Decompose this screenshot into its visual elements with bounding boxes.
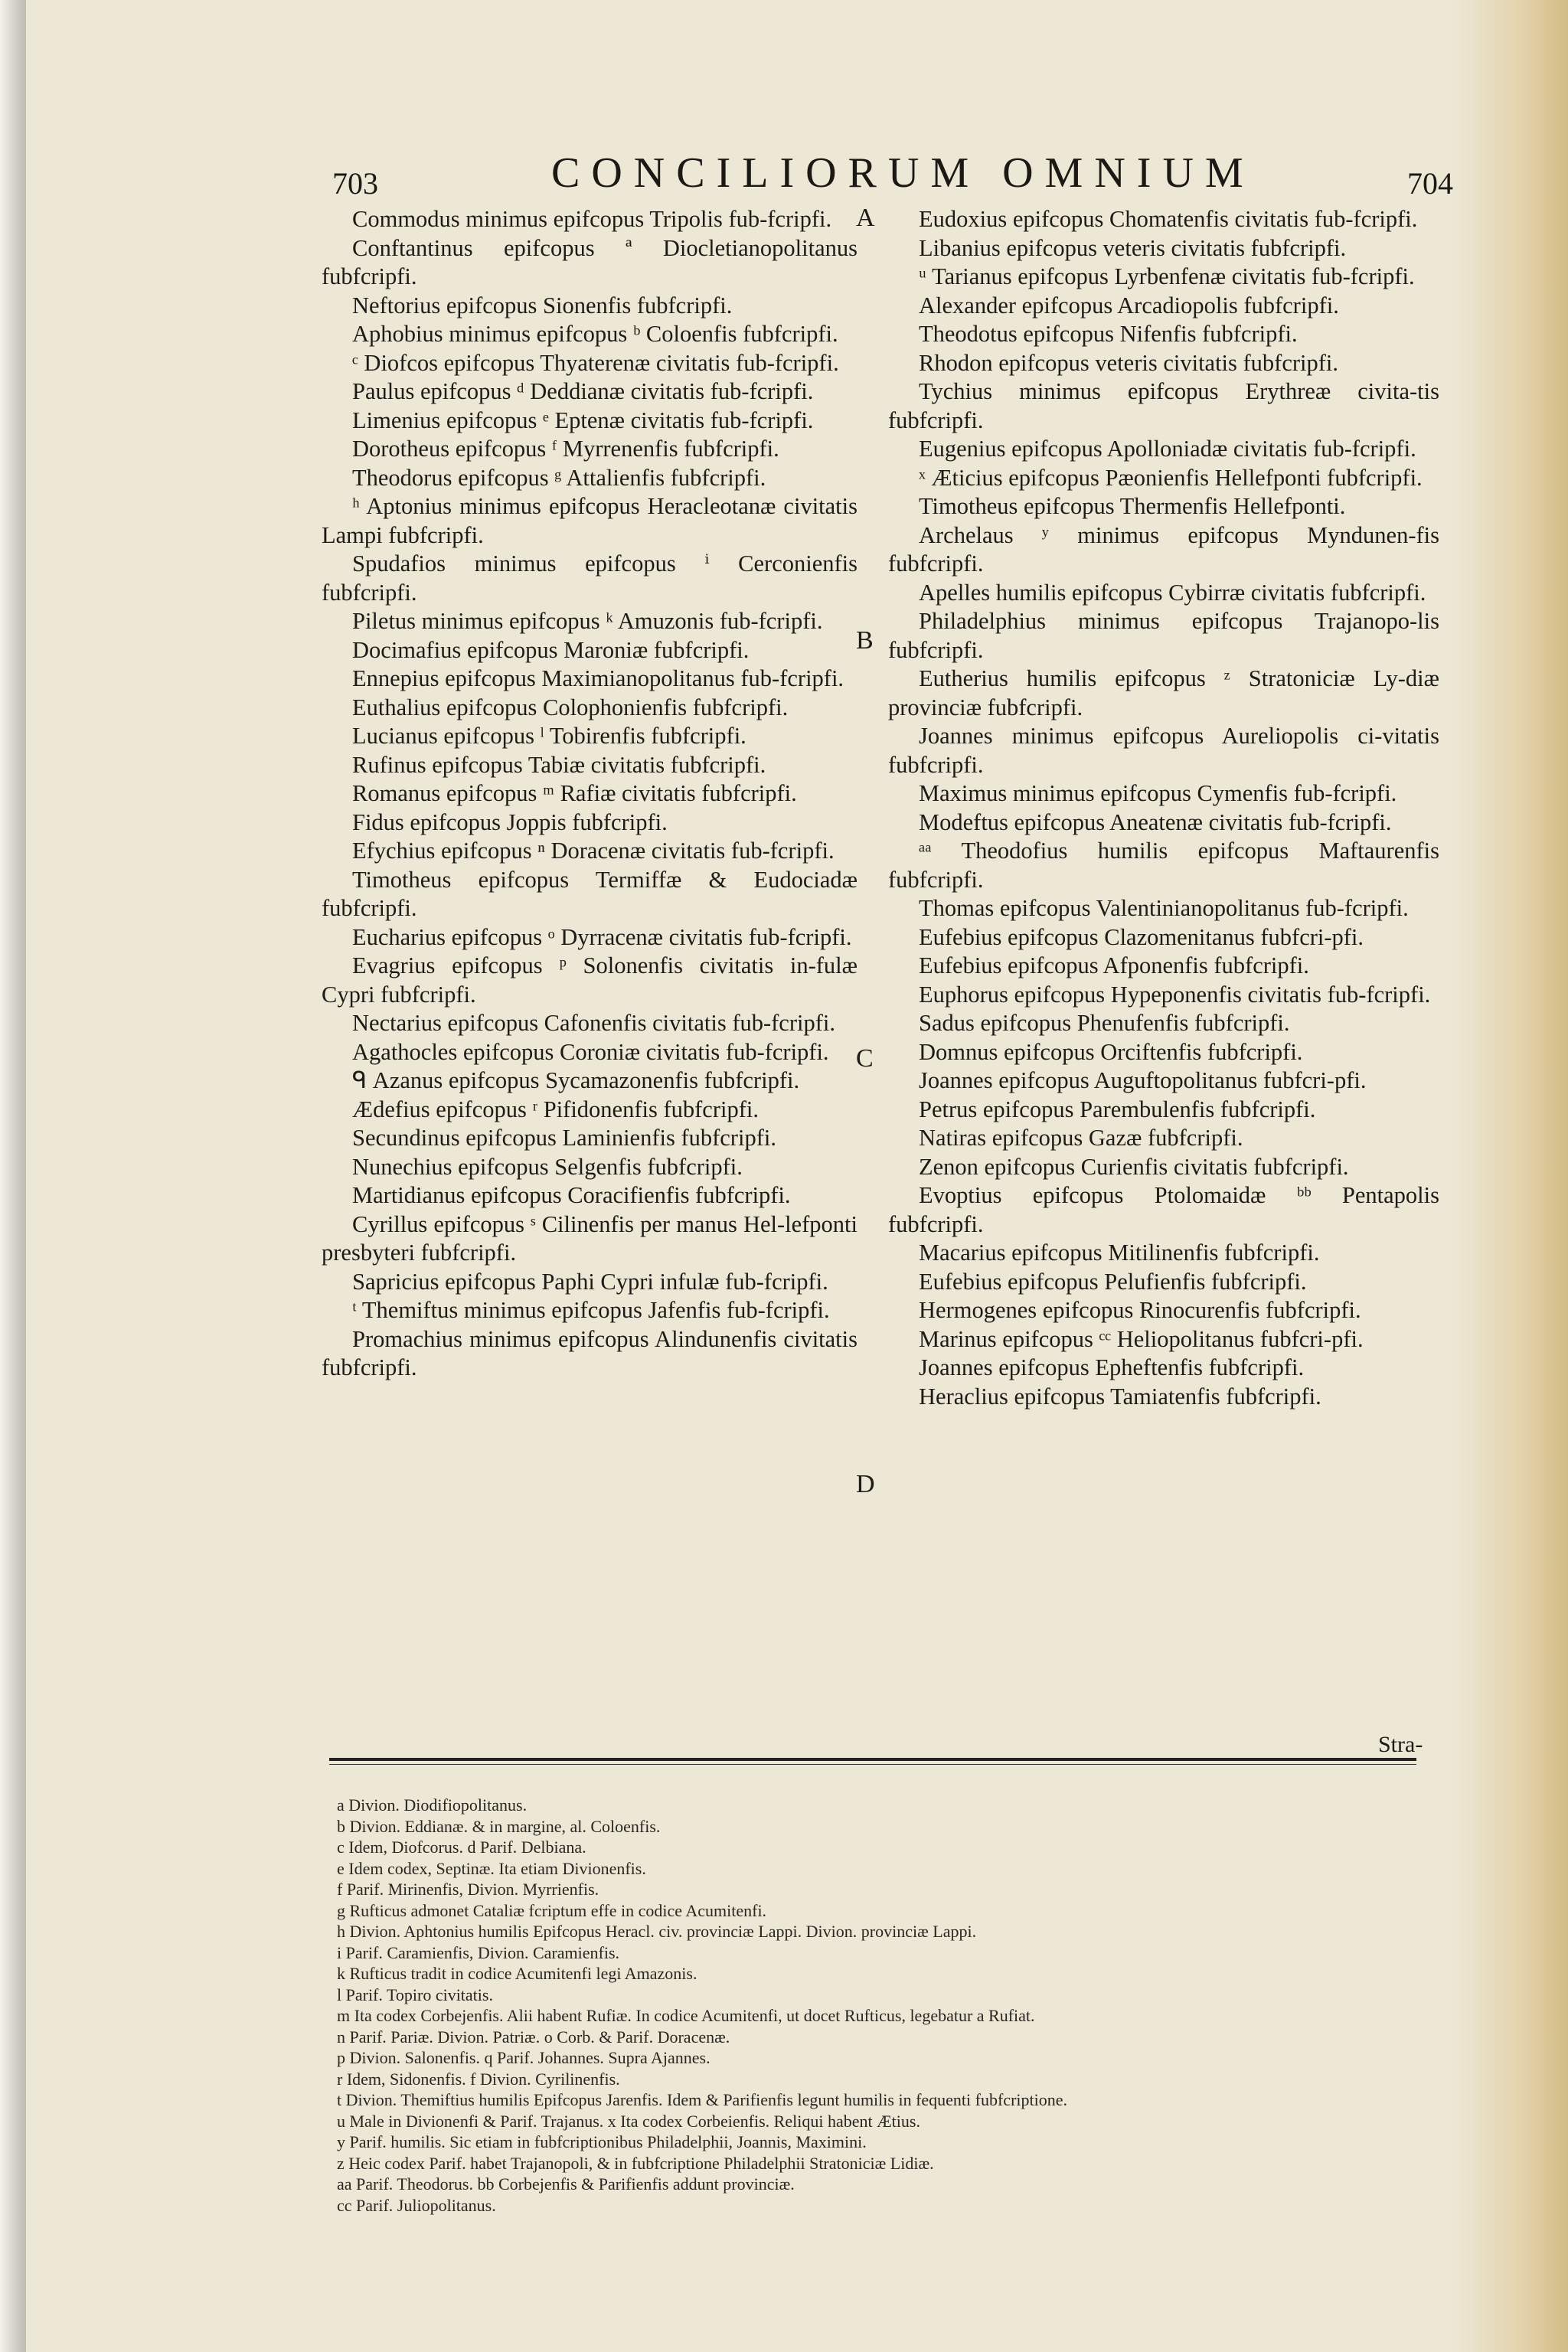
footnotes xyxy=(337,1795,1409,2216)
subscription-entry: Lucianus epifcopus ˡ Tobirenfis fubfcripfi. xyxy=(352,723,746,749)
subscription-entry: Martidianus epifcopus Coracifienfis fubfcripfi. xyxy=(352,1182,791,1208)
footnote-line: k Rufticus tradit in codice Acumitenfi legi Amazonis. xyxy=(337,1964,697,1983)
subscription-entry: Maximus minimus epifcopus Cymenfis fub-fcripfi. xyxy=(919,780,1397,806)
left-column xyxy=(322,205,858,1383)
subscription-entry: Efychius epifcopus ⁿ Doracenæ civitatis fub-fcripfi. xyxy=(352,838,835,864)
subscription-entry: Archelaus ʸ minimus epifcopus Myndunen-fis fubfcripfi. xyxy=(888,521,1439,577)
subscription-entry: Theodorus epifcopus ᵍ Attalienfis fubfcripfi. xyxy=(352,464,766,491)
subscription-entry: Eufebius epifcopus Afponenfis fubfcripfi. xyxy=(919,952,1309,978)
footnote-line: cc Parif. Juliopolitanus. xyxy=(337,2195,496,2215)
footnote-line: b Divion. Eddianæ. & in margine, al. Coloenfis. xyxy=(337,1816,661,1836)
subscription-entry: Secundinus epifcopus Laminienfis fubfcripfi. xyxy=(352,1125,776,1151)
footnote-line: i Parif. Caramienfis, Divion. Caramienfis. xyxy=(337,1942,620,1962)
catchword: Stra- xyxy=(1378,1732,1423,1757)
footnote-line: t Divion. Themiftius humilis Epifcopus Jarenfis. Idem & Parifienfis legunt humilis in fequenti fubfcriptione. xyxy=(337,2090,1067,2109)
page-number-left: 703 xyxy=(332,166,378,201)
subscription-entry: Cyrillus epifcopus ˢ Cilinenfis per manus Hel-lefponti presbyteri fubfcripfi. xyxy=(322,1210,858,1266)
subscription-entry: ᵗ Themiftus minimus epifcopus Jafenfis fub-fcripfi. xyxy=(352,1297,830,1323)
footnote-line: z Heic codex Parif. habet Trajanopoli, & in fubfcriptione Philadelphii Stratoniciæ Lidiæ. xyxy=(337,2153,934,2173)
subscription-entry: Paulus epifcopus ᵈ Deddianæ civitatis fub-fcripfi. xyxy=(352,378,814,404)
margin-mark-b: B xyxy=(856,626,874,655)
subscription-entry: Neftorius epifcopus Sionenfis fubfcripfi. xyxy=(352,292,733,318)
subscription-entry: Heraclius epifcopus Tamiatenfis fubfcripfi. xyxy=(919,1383,1321,1410)
subscription-entry: Alexander epifcopus Arcadiopolis fubfcripfi. xyxy=(919,292,1339,318)
footnote-line: p Divion. Salonenfis. q Parif. Johannes. Supra Ajannes. xyxy=(337,2048,710,2067)
subscription-entry: Romanus epifcopus ᵐ Rafiæ civitatis fubfcripfi. xyxy=(352,780,797,806)
subscription-entry: Spudafios minimus epifcopus ⁱ Cerconienfis fubfcripfi. xyxy=(322,550,858,606)
subscription-entry: Joannes epifcopus Epheftenfis fubfcripfi. xyxy=(919,1354,1305,1380)
subscription-entry: ˣ Æticius epifcopus Pæonienfis Hellefponti fubfcripfi. xyxy=(919,464,1423,491)
footnote-line: aa Parif. Theodorus. bb Corbejenfis & Parifienfis addunt provinciæ. xyxy=(337,2174,795,2194)
footnote-line: a Divion. Diodifiopolitanus. xyxy=(337,1795,528,1815)
subscription-entry: Promachius minimus epifcopus Alindunenfis civitatis fubfcripfi. xyxy=(322,1325,858,1380)
subscription-entry: Conftantinus epifcopus ª Diocletianopolitanus fubfcripfi. xyxy=(322,234,858,289)
subscription-entry: ᵃᵃ Theodofius humilis epifcopus Maftaurenfis fubfcripfi. xyxy=(888,838,1439,893)
subscription-entry: Eufebius epifcopus Clazomenitanus fubfcri-pfi. xyxy=(919,923,1364,950)
subscription-entry: Natiras epifcopus Gazæ fubfcripfi. xyxy=(919,1125,1243,1151)
subscription-entry: Limenius epifcopus ᵉ Eptenæ civitatis fub-fcripfi. xyxy=(352,407,814,433)
subscription-entry: Agathocles epifcopus Coroniæ civitatis fub-fcripfi. xyxy=(352,1038,829,1065)
footnote-line: m Ita codex Corbejenfis. Alii habent Rufiæ. In codice Acumitenfi, ut docet Rufticus, legebatur a Rufiat. xyxy=(337,2006,1035,2025)
subscription-entry: Sapricius epifcopus Paphi Cypri infulæ fub-fcripfi. xyxy=(352,1268,828,1295)
footnote-line: g Rufticus admonet Cataliæ fcriptum effe in codice Acumitenfi. xyxy=(337,1900,767,1920)
subscription-entry: Domnus epifcopus Orciftenfis fubfcripfi. xyxy=(919,1038,1303,1065)
footnote-rule-thin xyxy=(329,1764,1416,1765)
subscription-entry: Sadus epifcopus Phenufenfis fubfcripfi. xyxy=(919,1010,1290,1036)
subscription-entry: Eudoxius epifcopus Chomatenfis civitatis fub-fcripfi. xyxy=(919,206,1418,232)
subscription-entry: Fidus epifcopus Joppis fubfcripfi. xyxy=(352,808,668,835)
page-edge-shadow xyxy=(0,0,26,2352)
subscription-entry: Theodotus epifcopus Nifenfis fubfcripfi. xyxy=(919,321,1298,347)
subscription-entry: Marinus epifcopus ᶜᶜ Heliopolitanus fubfcri-pfi. xyxy=(919,1325,1364,1352)
running-header xyxy=(322,149,1461,202)
subscription-entry: Rufinus epifcopus Tabiæ civitatis fubfcripfi. xyxy=(352,751,766,778)
subscription-entry: Modeftus epifcopus Aneatenæ civitatis fub-fcripfi. xyxy=(919,808,1392,835)
margin-mark-a: A xyxy=(856,204,875,232)
footnote-line: f Parif. Mirinenfis, Divion. Myrrienfis. xyxy=(337,1880,599,1899)
margin-mark-d: D xyxy=(856,1470,875,1498)
footnote-line: e Idem codex, Septinæ. Ita etiam Divionenfis. xyxy=(337,1858,646,1878)
margin-mark-c: C xyxy=(856,1044,874,1073)
footnote-line: y Parif. humilis. Sic etiam in fubfcriptionibus Philadelphii, Joannis, Maximini. xyxy=(337,2132,867,2151)
subscription-entry: Joannes minimus epifcopus Aureliopolis ci-vitatis fubfcripfi. xyxy=(888,723,1439,778)
subscription-entry: ᶜ Diofcos epifcopus Thyaterenæ civitatis fub-fcripfi. xyxy=(352,349,839,376)
subscription-entry: Joannes epifcopus Auguftopolitanus fubfcri-pfi. xyxy=(919,1067,1367,1093)
footnote-line: u Male in Divionenfi & Parif. Trajanus. x Ita codex Corbeienfis. Reliqui habent Ætius. xyxy=(337,2111,920,2131)
subscription-entry: Euphorus epifcopus Hypeponenfis civitatis fub-fcripfi. xyxy=(919,981,1431,1008)
subscription-entry: Libanius epifcopus veteris civitatis fubfcripfi. xyxy=(919,234,1347,261)
subscription-entry: Eutherius humilis epifcopus ᶻ Stratoniciæ Ly-diæ provinciæ fubfcripfi. xyxy=(888,665,1439,720)
subscription-entry: Macarius epifcopus Mitilinenfis fubfcripfi. xyxy=(919,1240,1320,1266)
subscription-entry: Philadelphius minimus epifcopus Trajanopo-lis fubfcripfi. xyxy=(888,608,1439,663)
subscription-entry: Piletus minimus epifcopus ᵏ Amuzonis fub-fcripfi. xyxy=(352,608,823,634)
footnote-line: h Divion. Aphtonius humilis Epifcopus Heracl. civ. provinciæ Lappi. Divion. provinciæ Lappi. xyxy=(337,1922,977,1941)
footnote-line: l Parif. Topiro civitatis. xyxy=(337,1984,493,2004)
subscription-entry: Euthalius epifcopus Colophonienfis fubfcripfi. xyxy=(352,694,789,720)
subscription-entry: Nunechius epifcopus Selgenfis fubfcripfi. xyxy=(352,1153,743,1180)
subscription-entry: ᑫ Azanus epifcopus Sycamazonenfis fubfcripfi. xyxy=(352,1067,800,1093)
right-column xyxy=(888,205,1439,1411)
gutter-shadow xyxy=(1453,0,1568,2352)
subscription-entry: ʰ Aptonius minimus epifcopus Heracleotanæ civitatis Lampi fubfcripfi. xyxy=(322,493,858,548)
subscription-entry: Apelles humilis epifcopus Cybirræ civitatis fubfcripfi. xyxy=(919,579,1426,606)
subscription-entry: Zenon epifcopus Curienfis civitatis fubfcripfi. xyxy=(919,1153,1349,1180)
subscription-entry: Docimafius epifcopus Maroniæ fubfcripfi. xyxy=(352,636,750,663)
subscription-entry: Eugenius epifcopus Apolloniadæ civitatis fub-fcripfi. xyxy=(919,436,1416,462)
footnote-line: c Idem, Diofcorus. d Parif. Delbiana. xyxy=(337,1838,586,1857)
subscription-entry: Timotheus epifcopus Thermenfis Hellefponti. xyxy=(919,493,1346,519)
footnote-line: n Parif. Pariæ. Divion. Patriæ. o Corb. & Parif. Doracenæ. xyxy=(337,2027,730,2047)
footnote-line: r Idem, Sidonenfis. f Divion. Cyrilinenfis. xyxy=(337,2069,620,2089)
subscription-entry: Hermogenes epifcopus Rinocurenfis fubfcripfi. xyxy=(919,1297,1361,1323)
running-title: CONCILIORUM OMNIUM xyxy=(551,149,1255,197)
subscription-entry: Thomas epifcopus Valentinianopolitanus fub-fcripfi. xyxy=(919,895,1409,921)
subscription-entry: Aphobius minimus epifcopus ᵇ Coloenfis fubfcripfi. xyxy=(352,321,838,347)
footnote-rule xyxy=(329,1758,1416,1761)
subscription-entry: Rhodon epifcopus veteris civitatis fubfcripfi. xyxy=(919,349,1339,376)
subscription-entry: Dorotheus epifcopus ᶠ Myrrenenfis fubfcripfi. xyxy=(352,436,779,462)
page-number-right: 704 xyxy=(1407,166,1453,201)
subscription-entry: Ædefius epifcopus ʳ Pifidonenfis fubfcripfi. xyxy=(352,1096,759,1122)
subscription-entry: Evoptius epifcopus Ptolomaidæ ᵇᵇ Pentapolis fubfcripfi. xyxy=(888,1182,1439,1237)
subscription-entry: Tychius minimus epifcopus Erythreæ civita-tis fubfcripfi. xyxy=(888,378,1439,433)
subscription-entry: Ennepius epifcopus Maximianopolitanus fub-fcripfi. xyxy=(352,665,844,691)
subscription-entry: Timotheus epifcopus Termiffæ & Eudociadæ fubfcripfi. xyxy=(322,866,858,921)
subscription-entry: Evagrius epifcopus ᵖ Solonenfis civitatis in-fulæ Cypri fubfcripfi. xyxy=(322,952,858,1008)
subscription-entry: Eucharius epifcopus ᵒ Dyrracenæ civitatis fub-fcripfi. xyxy=(352,923,852,950)
subscription-entry: Eufebius epifcopus Pelufienfis fubfcripfi. xyxy=(919,1268,1307,1295)
subscription-entry: ᵘ Tarianus epifcopus Lyrbenfenæ civitatis fub-fcripfi. xyxy=(919,263,1415,289)
subscription-entry: Commodus minimus epifcopus Tripolis fub-fcripfi. xyxy=(352,206,832,232)
subscription-entry: Nectarius epifcopus Cafonenfis civitatis fub-fcripfi. xyxy=(352,1010,835,1036)
subscription-entry: Petrus epifcopus Parembulenfis fubfcripfi. xyxy=(919,1096,1316,1122)
